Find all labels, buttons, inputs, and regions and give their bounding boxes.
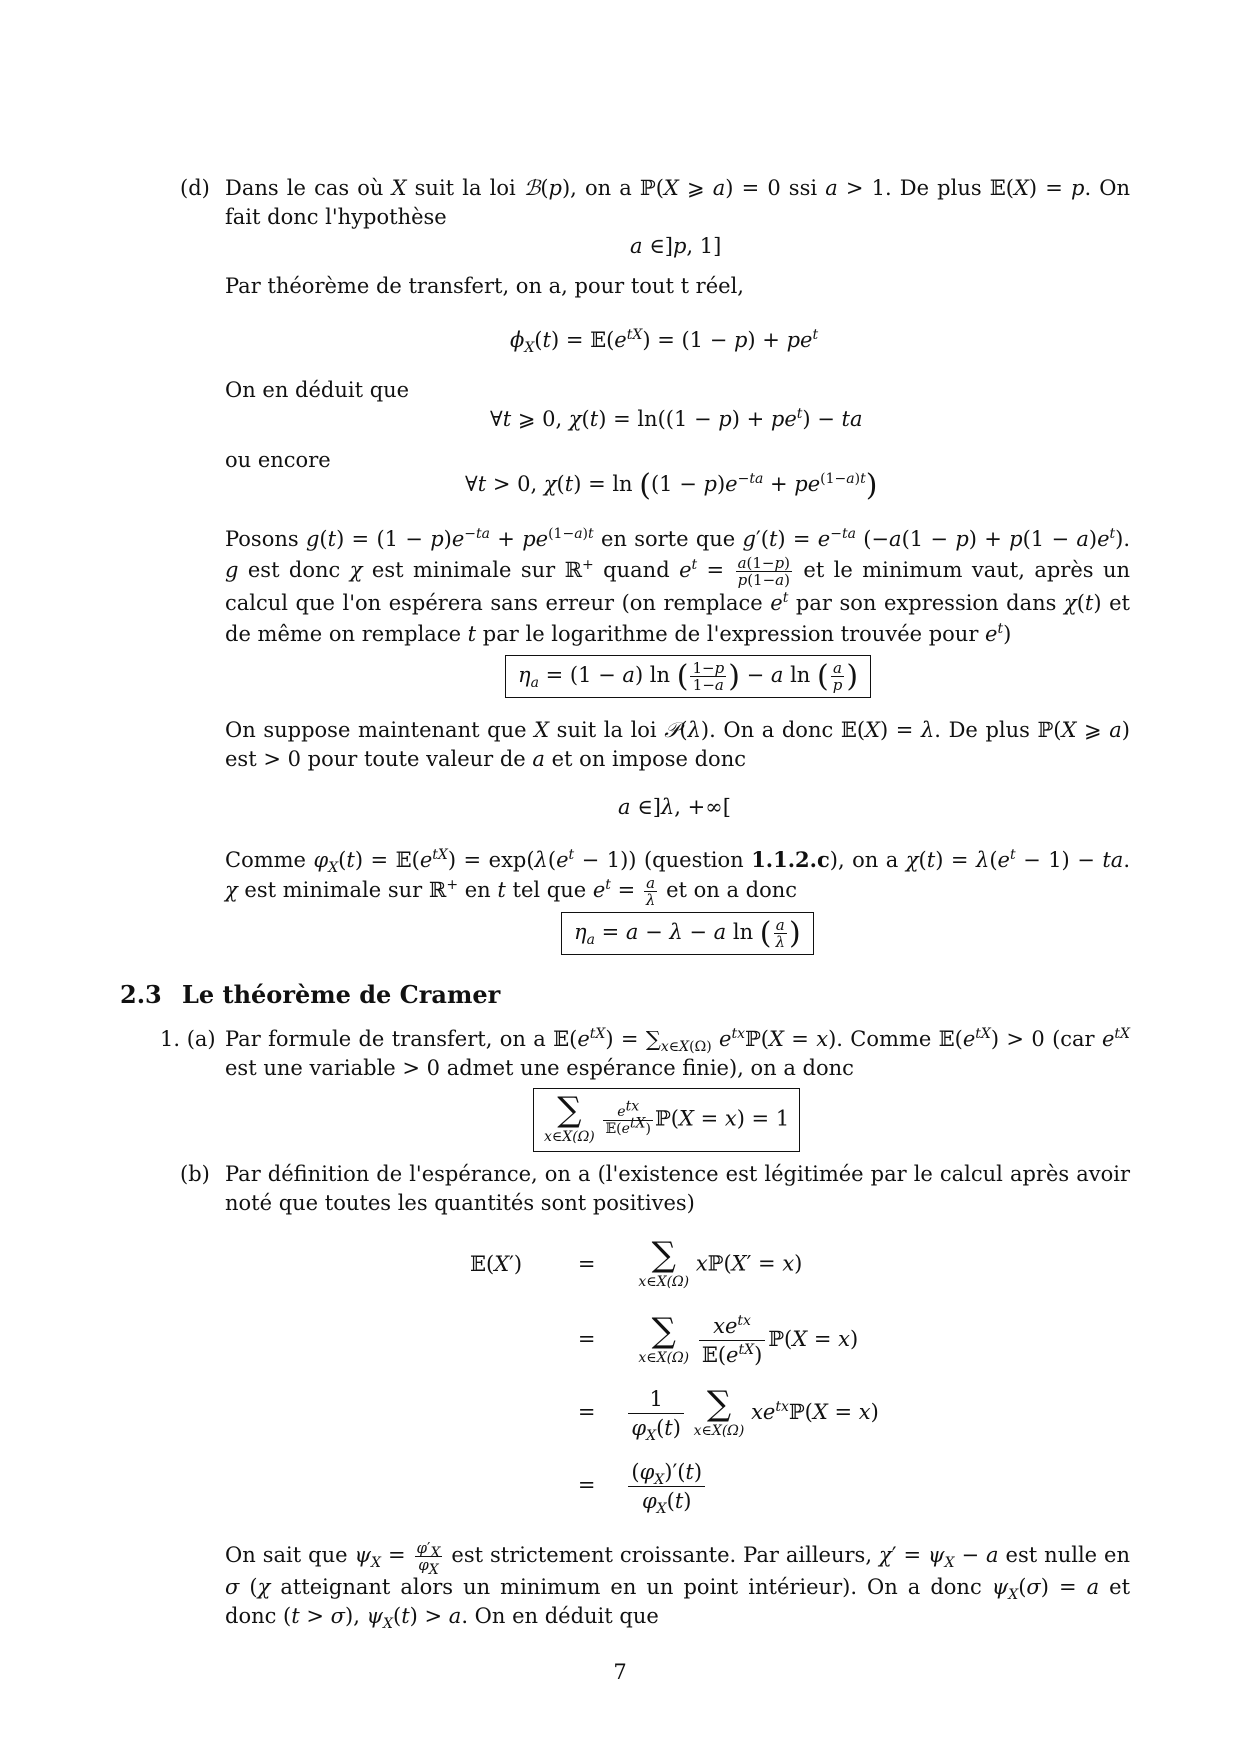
expect-eq-row-1: 𝔼(X′) = ∑ x∈X(Ω) xℙ(X′ = x) xyxy=(470,1235,803,1290)
expect-eq-row-4: = $\frac{(\varphi_X)'(t)}{\varphi_X(t)}$ xyxy=(470,1458,708,1515)
eta-box-bernoulli: $\eta_a = (1 - a)$ ln ( $\frac{1-p}{1-a}$ ) − a ln ( $\frac{a}{p}$ ) xyxy=(505,655,871,698)
paragraph-encore: ou encore xyxy=(225,448,331,472)
hypothesis-eq-2: a ∈]λ, +∞[ xyxy=(618,795,731,819)
paragraph-transfert: Par théorème de transfert, on a, pour tout t réel, xyxy=(225,274,744,298)
item-label-1a: 1. (a) xyxy=(160,1027,216,1051)
hypothesis-eq: a ∈]p, 1] xyxy=(630,234,722,258)
item-label-1b: (b) xyxy=(180,1162,210,1186)
section-number: 2.3 xyxy=(120,980,162,1009)
paragraph-1a: Par formule de transfert, on a $𝔼(e^{tX}) = \sum_{x\in X(\Omega)}$ $e^{tx}ℙ(X = x)$. Comme $𝔼(e^{tX}) > 0$ (car $e^{tX}$ est une variable > 0 admet une espérance finie), on a donc xyxy=(225,1026,1130,1080)
paragraph-d-intro: Dans le cas où X suit la loi ℬ(p), on a ℙ(X ⩾ a) = 0 ssi a > 1. De plus 𝔼(X) = p. On fait donc l'hypothèse xyxy=(225,176,1130,229)
sum-box: ∑ x∈X(Ω) $\frac{e^{tx}}{𝔼(e^{tX})}$ ℙ(X = x) = 1 xyxy=(533,1088,800,1152)
page-number: 7 xyxy=(613,1660,627,1684)
paragraph-1b: Par définition de l'espérance, on a (l'existence est légitimée par le calcul après avoir noté que toutes les quantités sont positives) xyxy=(225,1162,1130,1215)
paragraph-poisson: On suppose maintenant que X suit la loi 𝒫(λ). On a donc 𝔼(X) = λ. De plus ℙ(X ⩾ a) est > 0 pour toute valeur de a et on impose donc xyxy=(225,718,1130,771)
section-heading xyxy=(120,980,500,1009)
expect-eq-row-2: = ∑ x∈X(Ω) $xe^{tx}$ $𝔼(e^{tX})$ ℙ(X = x) xyxy=(577,1310,859,1367)
eta-box-poisson: $\eta_a = a - \lambda - a$ ln ( $\frac{a}{\lambda}$ ) xyxy=(561,912,814,955)
question-ref: 1.1.2.c xyxy=(751,847,830,872)
paragraph-comme: Comme $\varphi_X(t)$ = $𝔼(e^{tX}) = \exp(\lambda(e^t - 1))$ (question 1.1.2.c), on a $\chi(t) = \lambda(e^t - 1)$ − ta. χ est minimale sur ℝ+ en t tel que $e^t$ = $\frac{a}{\lambda}$ et on a donc xyxy=(225,847,1131,909)
expect-eq-row-3: = $\frac{1}{\varphi_X(t)}$ ∑ x∈X(Ω) $xe^{tx}ℙ(X = x)$ xyxy=(577,1383,879,1445)
chi-eq-1: ∀t ⩾ 0, $\chi(t) = \ln((1 - p) + pe^t)$ − ta xyxy=(490,406,863,431)
chi-eq-2: ∀t > 0, $\chi(t) = \ln ((1 - p)e^{-ta} + pe^{(1-a)t})$ xyxy=(465,468,878,503)
item-label-d: (d) xyxy=(180,176,210,200)
paragraph-deduit: On en déduit que xyxy=(225,378,410,402)
paragraph-posons: Posons $g(t) = (1 - p)e^{-ta} + pe^{(1-a)t}$ en sorte que $g'(t) = e^{-ta}$ $(-a(1 - p) + p(1 - a)e^t)$. g est donc χ est minimale sur ℝ+ quand $e^t$ = $\frac{a(1-p)}{p(1-a)}$ et le minimum vaut, après un calcul que l'on espérera sans erreur (on remplace $e^t$ par son expression dans χ(t) et de même on remplace t par le logarithme de l'expression trouvée pour $e^t$) xyxy=(225,526,1131,646)
paragraph-conclusion: On sait que $\psi_X$ = $\frac{\varphi'_X}{\varphi_X}$ est strictement croissante. Par ailleurs, $\chi' = \psi_X - a$ est nulle en σ (χ atteignant alors un minimum en un point intérieur). On a donc $\psi_X(\sigma) = a$ et donc (t > σ), $\psi_X(t) > a$. On en déduit que xyxy=(225,1539,1131,1633)
section-title: Le théorème de Cramer xyxy=(182,980,501,1009)
phi-eq: $\phi_X(t)$ = $𝔼(e^{tX}) = (1 - p) + pe^t$ xyxy=(510,327,819,357)
